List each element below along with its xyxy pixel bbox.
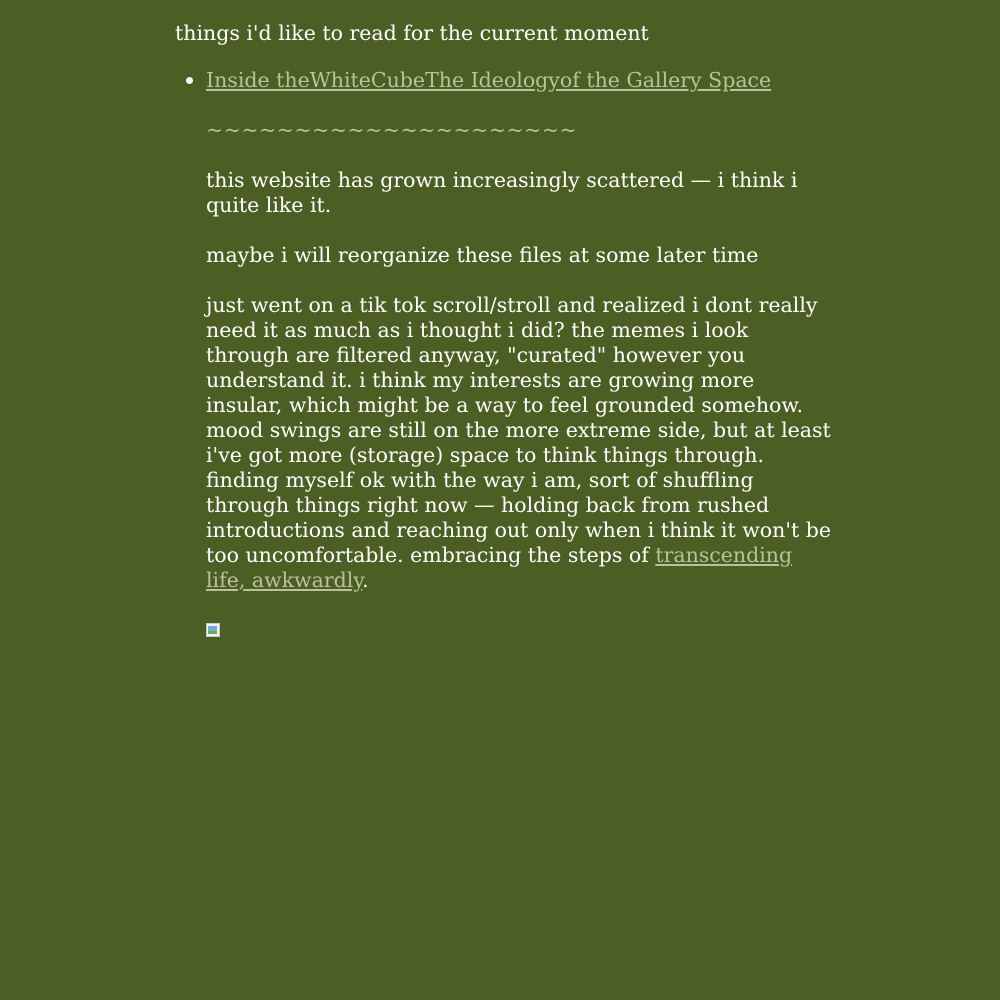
paragraph-tiktok — [206, 293, 835, 593]
page-heading: things i'd like to read for the current moment — [175, 21, 649, 45]
transcending-life-link[interactable]: transcending life, awkwardly — [206, 543, 793, 592]
book-link[interactable]: Inside theWhiteCubeThe Ideologyof the Gallery Space — [206, 68, 772, 92]
list-item — [206, 68, 835, 637]
paragraph-scattered: this website has grown increasingly scattered — i think i quite like it. — [206, 168, 798, 217]
bullet-icon — [186, 77, 193, 84]
broken-image-icon — [206, 623, 220, 637]
paragraph-tiktok-text: just went on a tik tok scroll/stroll and realized i dont really need it as much as i thought i did? the memes i look through are filtered anyway, "curated" however you understand it. i think my interests are growing more insular, which might be a way to feel grounded somehow. mood swings are still on the more extreme side, but at least i've got more (storage) space to think things through. finding myself ok with the way i am, sort of shuffling through things right now — holding back from rushed introductions and reaching out only when i think it won't be too uncomfortable. embracing the steps of — [206, 293, 831, 567]
paragraph-reorganize: maybe i will reorganize these files at some later time — [206, 243, 759, 267]
main-content — [175, 21, 835, 637]
tilde-divider: ~~~~~~~~~~~~~~~~~~~~~ — [206, 118, 578, 142]
paragraph-tiktok-end: . — [362, 568, 369, 592]
reading-list — [175, 68, 835, 637]
